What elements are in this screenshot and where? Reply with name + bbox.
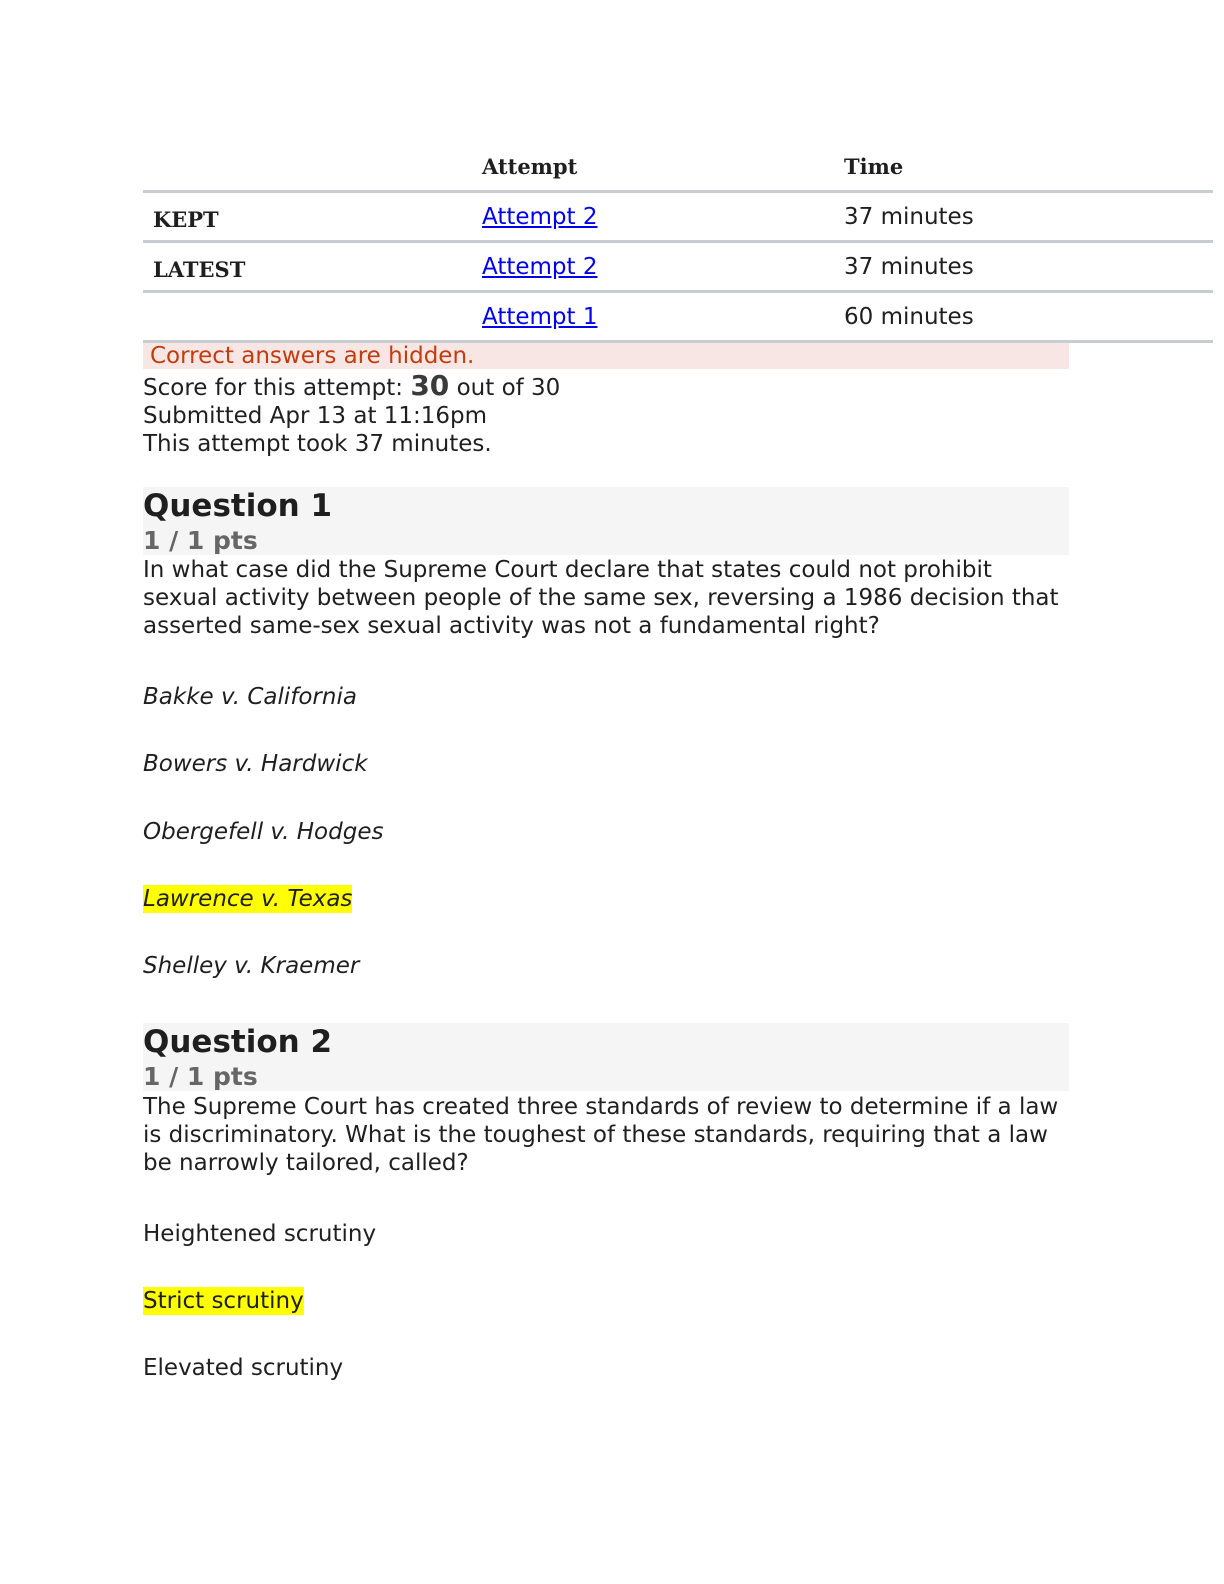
attempt-row-kept (143, 193, 1213, 243)
question-points: 1 / 1 pts (143, 526, 258, 555)
duration-line: This attempt took 37 minutes. (143, 431, 492, 457)
correct-answers-hidden-banner: Correct answers are hidden. (143, 343, 1069, 369)
attempt-row-latest (143, 243, 1213, 293)
question-1-header (143, 487, 1069, 555)
question-2-answer-2[interactable]: Strict scrutiny (143, 1288, 304, 1314)
attempts-table (143, 148, 1213, 343)
attempt-time: 37 minutes (844, 204, 974, 230)
score-value: 30 (410, 369, 450, 402)
question-2-answer-1[interactable]: Heightened scrutiny (143, 1221, 377, 1247)
question-1-answer-4[interactable]: Lawrence v. Texas (143, 886, 353, 912)
question-1-text: In what case did the Supreme Court declare that states could not prohibit sexual activity between people of the same sex, reversing a 1986 decision that asserted same-sex sexual activity was not a fundamental right? (143, 557, 1059, 639)
submitted-line: Submitted Apr 13 at 11:16pm (143, 403, 488, 429)
attempt-row-label: KEPT (153, 207, 219, 232)
attempt-time: 60 minutes (844, 304, 974, 330)
question-1-answer-5[interactable]: Shelley v. Kraemer (143, 953, 360, 979)
score-suffix: out of 30 (449, 375, 561, 401)
attempt-time: 37 minutes (844, 254, 974, 280)
question-points: 1 / 1 pts (143, 1062, 258, 1091)
question-title: Question 1 (143, 488, 333, 524)
question-title: Question 2 (143, 1024, 333, 1060)
question-2-text: The Supreme Court has created three standards of review to determine if a law is discriminatory. What is the toughest of these standards, requiring that a law be narrowly tailored, called? (143, 1094, 1059, 1176)
score-summary (143, 369, 561, 458)
attempt-link[interactable]: Attempt 1 (482, 304, 598, 330)
question-1-answer-2[interactable]: Bowers v. Hardwick (143, 751, 368, 777)
time-column-header: Time (844, 154, 904, 179)
question-1-answer-1[interactable]: Bakke v. California (143, 684, 357, 710)
score-line (143, 369, 561, 402)
attempts-table-header (143, 148, 1213, 193)
attempt-column-header: Attempt (482, 154, 578, 179)
question-2-header (143, 1023, 1069, 1091)
score-prefix: Score for this attempt: (143, 375, 411, 401)
attempt-link[interactable]: Attempt 2 (482, 204, 598, 230)
attempt-row-label: LATEST (153, 257, 246, 282)
question-1-answer-3[interactable]: Obergefell v. Hodges (143, 819, 384, 845)
attempt-link[interactable]: Attempt 2 (482, 254, 598, 280)
question-2-answer-3[interactable]: Elevated scrutiny (143, 1355, 344, 1381)
attempt-row-1 (143, 293, 1213, 343)
